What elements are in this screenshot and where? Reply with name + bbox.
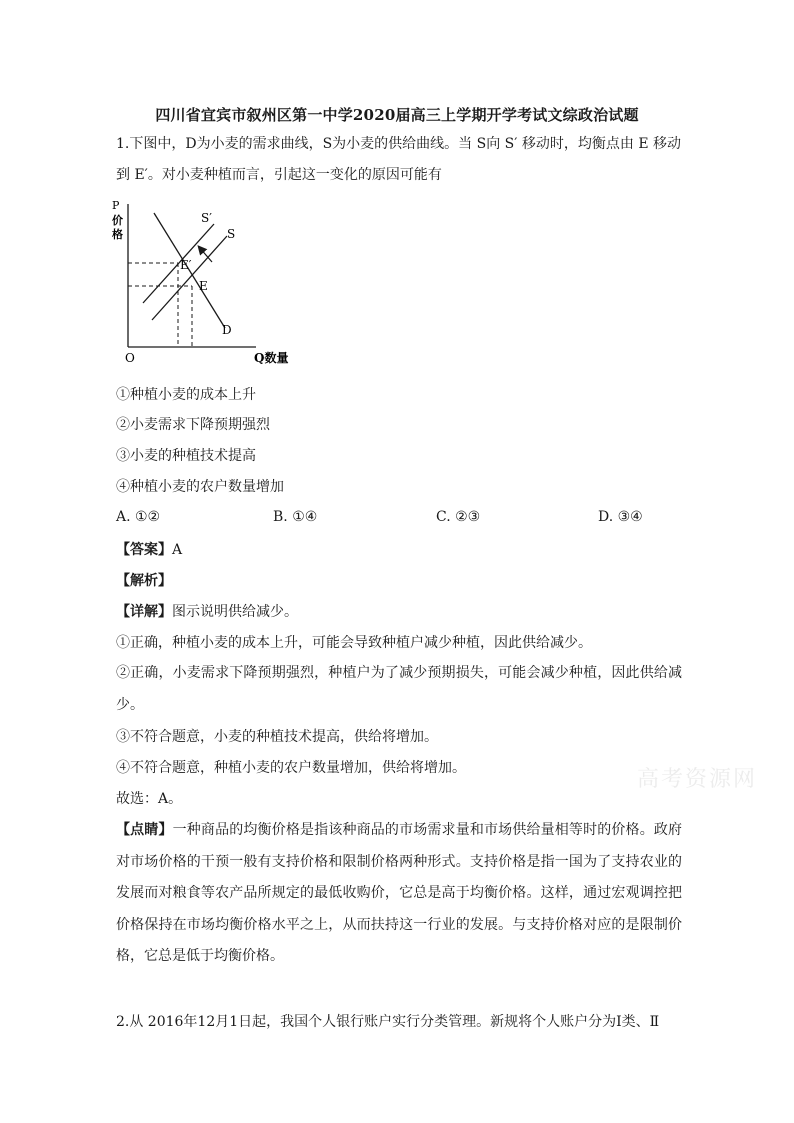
detail-text: 图示说明供给减少。 xyxy=(172,604,298,620)
explanation-2: ②正确，小麦需求下降预期强烈，种植户为了减少预期损失，可能会减少种植，因此供给减少。 xyxy=(116,665,682,713)
option-d: D. ③④ xyxy=(598,509,643,525)
explanation-1: ①正确，种植小麦的成本上升，可能会导致种植户减少种植，因此供给减少。 xyxy=(116,635,592,651)
question-1-text-line-2: 到 E′。对小麦种植而言，引起这一变化的原因可能有 xyxy=(116,167,442,183)
origin-label: O xyxy=(125,351,135,365)
item-3: ③小麦的种植技术提高 xyxy=(116,448,256,464)
explanation-3: ③不符合题意，小麦的种植技术提高，供给将增加。 xyxy=(116,729,438,745)
p-label: P xyxy=(112,199,120,212)
answer-tag: 【答案】 xyxy=(116,542,172,558)
question-2-text-line-1: 2.从 2016年12月1日起，我国个人银行账户实行分类管理。新规将个人账户分为Ⅰ类、Ⅱ xyxy=(116,1014,660,1030)
question-1-text-line-1: 1.下图中，D为小麦的需求曲线，S为小麦的供给曲线。当 S向 S′ 移动时，均衡点由 E 移动 xyxy=(116,136,682,152)
item-2: ②小麦需求下降预期强烈 xyxy=(116,417,270,433)
detail-line xyxy=(116,602,298,622)
page-title: 四川省宜宾市叙州区第一中学2020届高三上学期开学考试文综政治试题 xyxy=(155,106,639,124)
explanation-4: ④不符合题意，种植小麦的农户数量增加，供给将增加。 xyxy=(116,760,466,776)
item-1: ①种植小麦的成本上升 xyxy=(116,387,256,403)
option-c: C. ②③ xyxy=(436,509,481,525)
note-text: 一种商品的均衡价格是指该种商品的市场需求量和市场供给量相等时的价格。政府对市场价格的干预一般有支持价格和限制价格两种形式。支持价格是指一国为了支持农业的发展而对粮食等农产品所规定的最低收购价，它总是高于均衡价格。这样，通过宏观调控把价格保持在市场均衡价格水平之上，从而扶持这一行业的发展。与支持价格对应的是限制价格，它总是低于均衡价格。 xyxy=(116,822,683,964)
option-a: A. ①② xyxy=(116,509,161,525)
final-choice: 故选：A。 xyxy=(116,791,183,807)
e-label: E xyxy=(199,279,208,293)
s-prime-label: S′ xyxy=(201,211,212,225)
supply-demand-diagram xyxy=(104,194,294,370)
s-label: S xyxy=(227,227,236,241)
supply-demand-figure xyxy=(104,194,294,370)
answer-line xyxy=(116,540,182,560)
detail-tag: 【详解】 xyxy=(116,604,172,620)
watermark: 高考资源网 xyxy=(637,767,758,792)
quantity-label: Q数量 xyxy=(254,351,289,365)
note-paragraph xyxy=(116,815,682,973)
supply-curve-s xyxy=(152,236,227,320)
d-label: D xyxy=(222,323,232,337)
item-4: ④种植小麦的农户数量增加 xyxy=(116,479,284,495)
analysis-tag: 【解析】 xyxy=(116,573,172,589)
price-label-2: 格 xyxy=(112,228,123,241)
answer-value: A xyxy=(172,542,183,558)
price-label-1: 价 xyxy=(112,214,123,227)
e-prime-label: E′ xyxy=(180,258,192,272)
option-b: B. ①④ xyxy=(273,509,318,525)
note-tag: 【点睛】 xyxy=(116,822,173,838)
